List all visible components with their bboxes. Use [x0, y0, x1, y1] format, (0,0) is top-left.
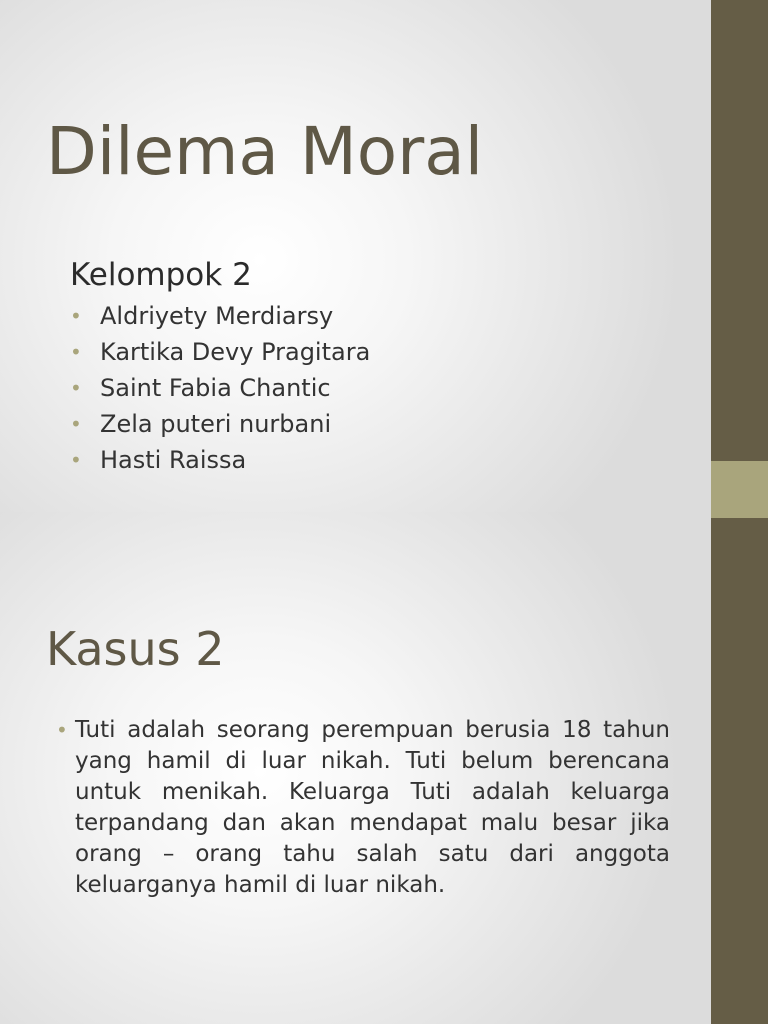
member-name: Zela puteri nurbani: [100, 410, 332, 438]
bullet-icon: •: [56, 718, 68, 742]
bullet-icon: •: [70, 376, 82, 400]
slide-title-heading: Dilema Moral: [46, 113, 484, 190]
bullet-icon: •: [70, 304, 82, 328]
member-name: Saint Fabia Chantic: [100, 374, 331, 402]
member-item: [70, 406, 370, 442]
member-name: Aldriyety Merdiarsy: [100, 302, 334, 330]
member-item: [70, 298, 370, 334]
member-item: [70, 442, 370, 478]
case-text: Tuti adalah seorang perempuan berusia 18 tahun yang hamil di luar nikah. Tuti belum berencana untuk menikah. Keluarga Tuti adalah keluarga terpandang dan akan mendapat malu besar jika orang – orang tahu salah satu dari anggota keluarganya hamil di luar nikah.: [75, 717, 670, 898]
bullet-icon: •: [70, 448, 82, 472]
slide-title: [0, 0, 711, 512]
group-subtitle: Kelompok 2: [70, 257, 252, 293]
member-item: [70, 370, 370, 406]
case-title: Kasus 2: [46, 622, 225, 676]
bullet-icon: •: [70, 340, 82, 364]
member-name: Hasti Raissa: [100, 446, 247, 474]
member-name: Kartika Devy Pragitara: [100, 338, 371, 366]
member-item: [70, 334, 370, 370]
theme-sidebar-accent: [711, 461, 768, 518]
bullet-icon: •: [70, 412, 82, 436]
case-body: [56, 715, 670, 901]
member-list: [70, 298, 370, 478]
